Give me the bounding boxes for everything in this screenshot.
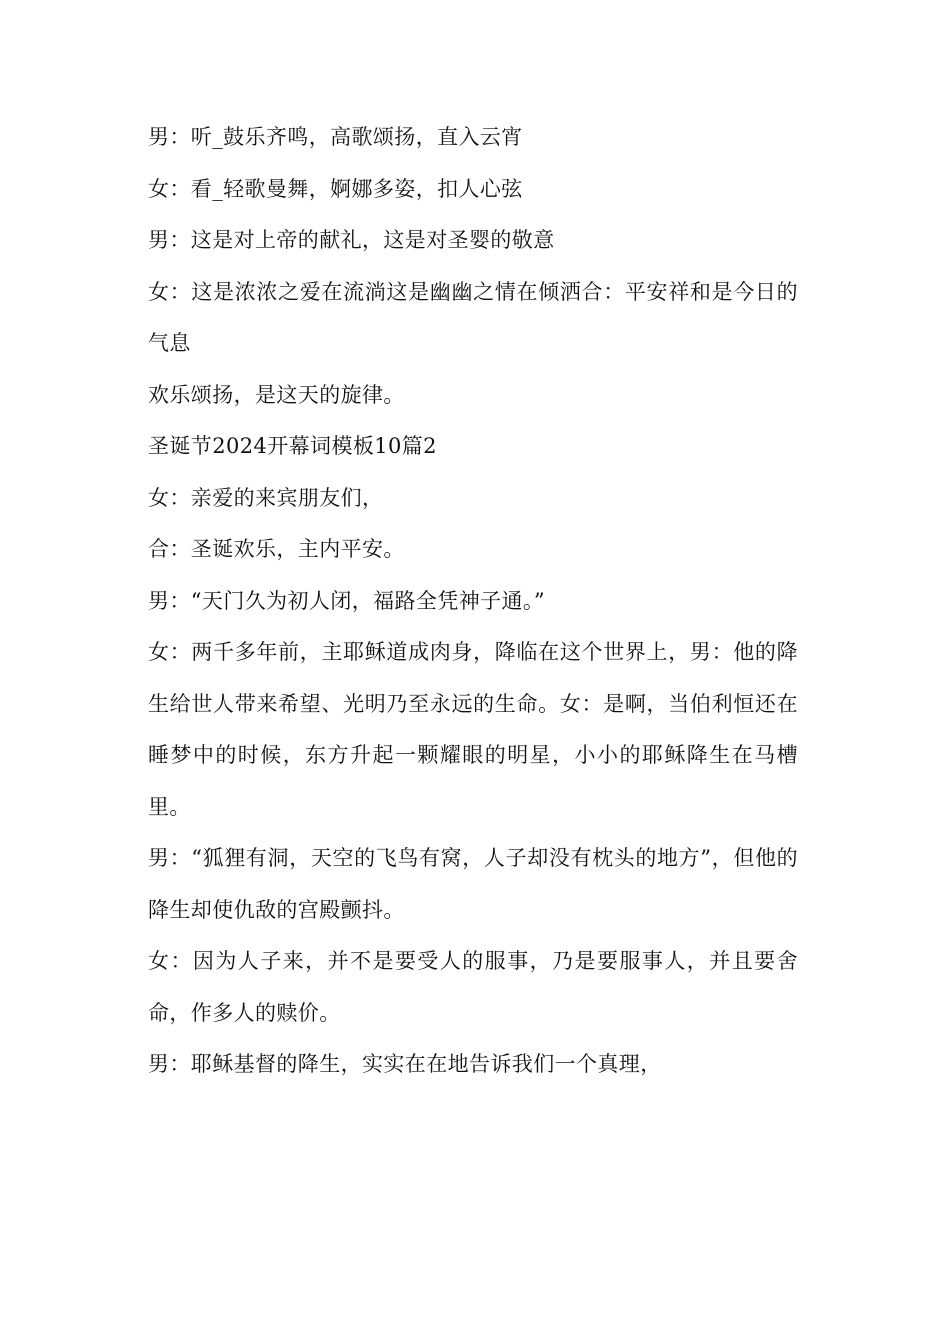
paragraph-dialogue-5: 欢乐颂扬，是这天的旋律。 [148,382,405,407]
document-body [148,112,798,1091]
paragraph-dialogue-11: 女：因为人子来，并不是要受人的服事，乃是要服事人，并且要舍命，作多人的赎价。 [148,949,798,1025]
paragraph-dialogue-12: 男：耶稣基督的降生，实实在在地告诉我们一个真理， [148,1052,662,1076]
section-heading: 圣诞节2024开幕词模板10篇2 [148,434,437,458]
paragraph-dialogue-9: 女：两千多年前，主耶稣道成肉身，降临在这个世界上，男：他的降生给世人带来希望、光明乃至永远的生命。女：是啊，当伯利恒还在睡梦中的时候，东方升起一颗耀眼的明星，小小的耶稣降生在马槽里。 [148,640,798,819]
paragraph-dialogue-7: 合：圣诞欢乐，主内平安。 [148,537,405,561]
paragraph-dialogue-6: 女：亲爱的来宾朋友们， [148,485,384,510]
paragraph-dialogue-3: 男：这是对上帝的献礼，这是对圣婴的敬意 [148,228,555,252]
paragraph-dialogue-4: 女：这是浓浓之爱在流淌这是幽幽之情在倾洒合：平安祥和是今日的气息 [148,279,798,355]
paragraph-dialogue-1: 男：听_鼓乐齐鸣，高歌颂扬，直入云宵 [148,125,523,149]
paragraph-dialogue-2: 女：看_轻歌曼舞，婀娜多姿，扣人心弦 [148,176,523,201]
paragraph-dialogue-10: 男：“狐狸有洞，天空的飞鸟有窝，人子却没有枕头的地方”，但他的降生却使仇敌的宫殿颤抖。 [148,846,798,922]
paragraph-dialogue-8: 男：“天门久为初人闭，福路全凭神子通。” [148,588,545,613]
